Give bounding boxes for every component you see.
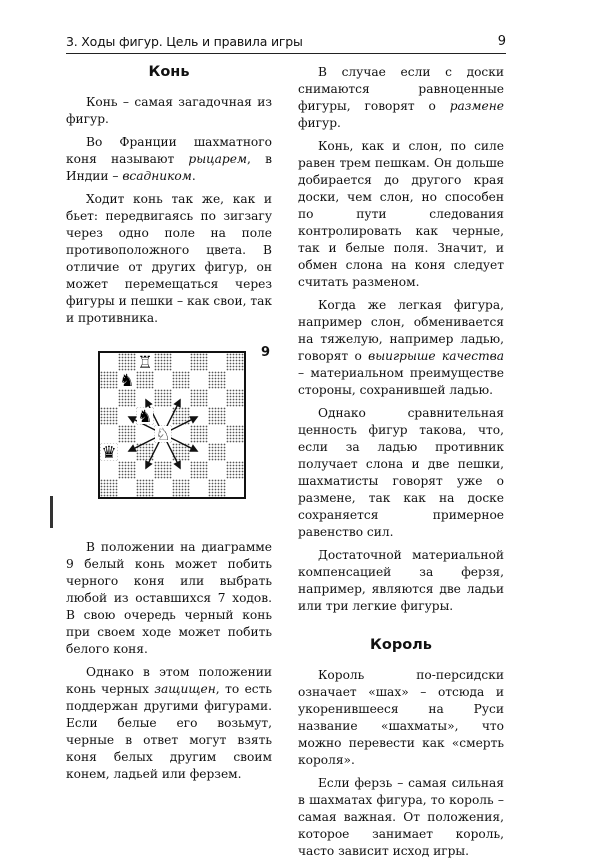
paragraph: Во Франции шахматного коня называют рыцарем, в Индии – всадником. [66, 135, 272, 183]
board-square [118, 389, 136, 407]
board-square [100, 407, 118, 425]
board-square [118, 443, 136, 461]
board-square [226, 353, 244, 371]
board-square [208, 389, 226, 407]
board-square [208, 479, 226, 497]
board-square [208, 425, 226, 443]
knight-heading: Конь [148, 64, 190, 80]
board-square [190, 407, 208, 425]
left-column [66, 64, 272, 789]
paragraph: Ходит конь так же, как и бьет: передвигаясь по зигзагу через одно поле на поле противоположного цвета. В отличие от других фигур, он может перемещаться через фигуры и пешки – как свои, так и противника. [66, 192, 272, 325]
paragraph: Однако в этом положении конь черных защищен, то есть поддержан другими фигурами. Если белые его возьмут, черные в ответ могут взять коня белых другим своим конем, ладьей или ферзем. [66, 665, 273, 781]
section-title: 3. Ходы фигур. Цель и правила игры [66, 34, 303, 49]
board-square [208, 461, 226, 479]
board-square [208, 443, 226, 461]
board-square [100, 353, 118, 371]
board-square [154, 353, 172, 371]
board-square [100, 371, 118, 389]
board-square [226, 461, 244, 479]
board-square [136, 389, 154, 407]
board-square [226, 479, 244, 497]
chess-diagram [66, 343, 272, 523]
black-knight-icon: ♞ [119, 371, 135, 391]
board-square [154, 461, 172, 479]
margin-mark [50, 496, 53, 528]
board-square [118, 461, 136, 479]
board-square [208, 407, 226, 425]
paragraph: Король по-персидски означает «шах» – отсюда и укоренившееся на Руси название «шахматы», что можно перевести как «смерть короля». [298, 668, 504, 767]
page-number: 9 [497, 34, 506, 49]
board-square [172, 479, 190, 497]
board-svg [100, 353, 244, 497]
paragraph: Достаточной материальной компенсацией за ферзя, например, являются две ладьи или три легкие фигуры. [298, 548, 504, 613]
board-square [172, 371, 190, 389]
right-column [298, 64, 504, 866]
white-rook-icon: ♖ [137, 353, 153, 373]
board-square [118, 407, 136, 425]
board-square [226, 389, 244, 407]
white-knight-icon: ♘ [155, 425, 171, 445]
board-square [226, 371, 244, 389]
paragraph: В положении на диаграмме 9 белый конь может побить черного коня или выбрать любой из оставшихся 7 ходов. В свою очередь черный конь при своем ходе может побить белого коня. [66, 540, 272, 656]
header-rule [66, 53, 506, 54]
diagram-number: 9 [260, 345, 270, 360]
board-square [190, 425, 208, 443]
board-square [118, 353, 136, 371]
board-square [136, 461, 154, 479]
board-square [226, 443, 244, 461]
chess-board [98, 351, 246, 499]
paragraph: Конь – самая загадочная из фигур. [66, 95, 272, 126]
board-square [136, 371, 154, 389]
board-square [136, 479, 154, 497]
board-square [154, 479, 172, 497]
board-square [190, 371, 208, 389]
board-square [100, 425, 118, 443]
board-square [190, 389, 208, 407]
board-square [190, 461, 208, 479]
paragraph: В случае если с доски снимаются равноценные фигуры, говорят о размене фигур. [298, 65, 504, 130]
board-square [100, 461, 118, 479]
paragraph: Однако сравнительная ценность фигур такова, что, если за ладью противник получает слона и две пешки, шахматисты говорят уже о размене, так как на доске сохраняется примерное равенство сил. [298, 406, 504, 539]
board-square [118, 479, 136, 497]
board-square [190, 479, 208, 497]
board-square [172, 461, 190, 479]
board-square [172, 389, 190, 407]
board-square [190, 353, 208, 371]
board-square [226, 407, 244, 425]
board-square [190, 443, 208, 461]
board-square [118, 425, 136, 443]
board-square [100, 479, 118, 497]
board-square [154, 371, 172, 389]
board-square [154, 389, 172, 407]
paragraph: Когда же легкая фигура, например слон, обменивается на тяжелую, например ладью, говорят о выигрыше качества – материальном преимуществе стороны, сохранившей ладью. [298, 298, 505, 397]
board-square [172, 353, 190, 371]
king-heading: Король [370, 637, 432, 653]
paragraph: Конь, как и слон, по силе равен трем пешкам. Он дольше добирается до другого края доски, чем слон, но способен по пути следования контролировать как черные, так и белые поля. Значит, и обмен слона на коня следует считать разменом. [298, 139, 504, 289]
black-knight-icon: ♞ [137, 407, 153, 427]
black-queen-icon: ♛ [101, 443, 117, 463]
paragraph: Если ферзь – самая сильная в шахматах фигура, то король – самая важная. От положения, которое занимает король, часто зависит исход игры. [298, 776, 504, 858]
board-square [208, 353, 226, 371]
board-square [100, 389, 118, 407]
running-head [66, 34, 506, 50]
board-square [226, 425, 244, 443]
board-square [208, 371, 226, 389]
